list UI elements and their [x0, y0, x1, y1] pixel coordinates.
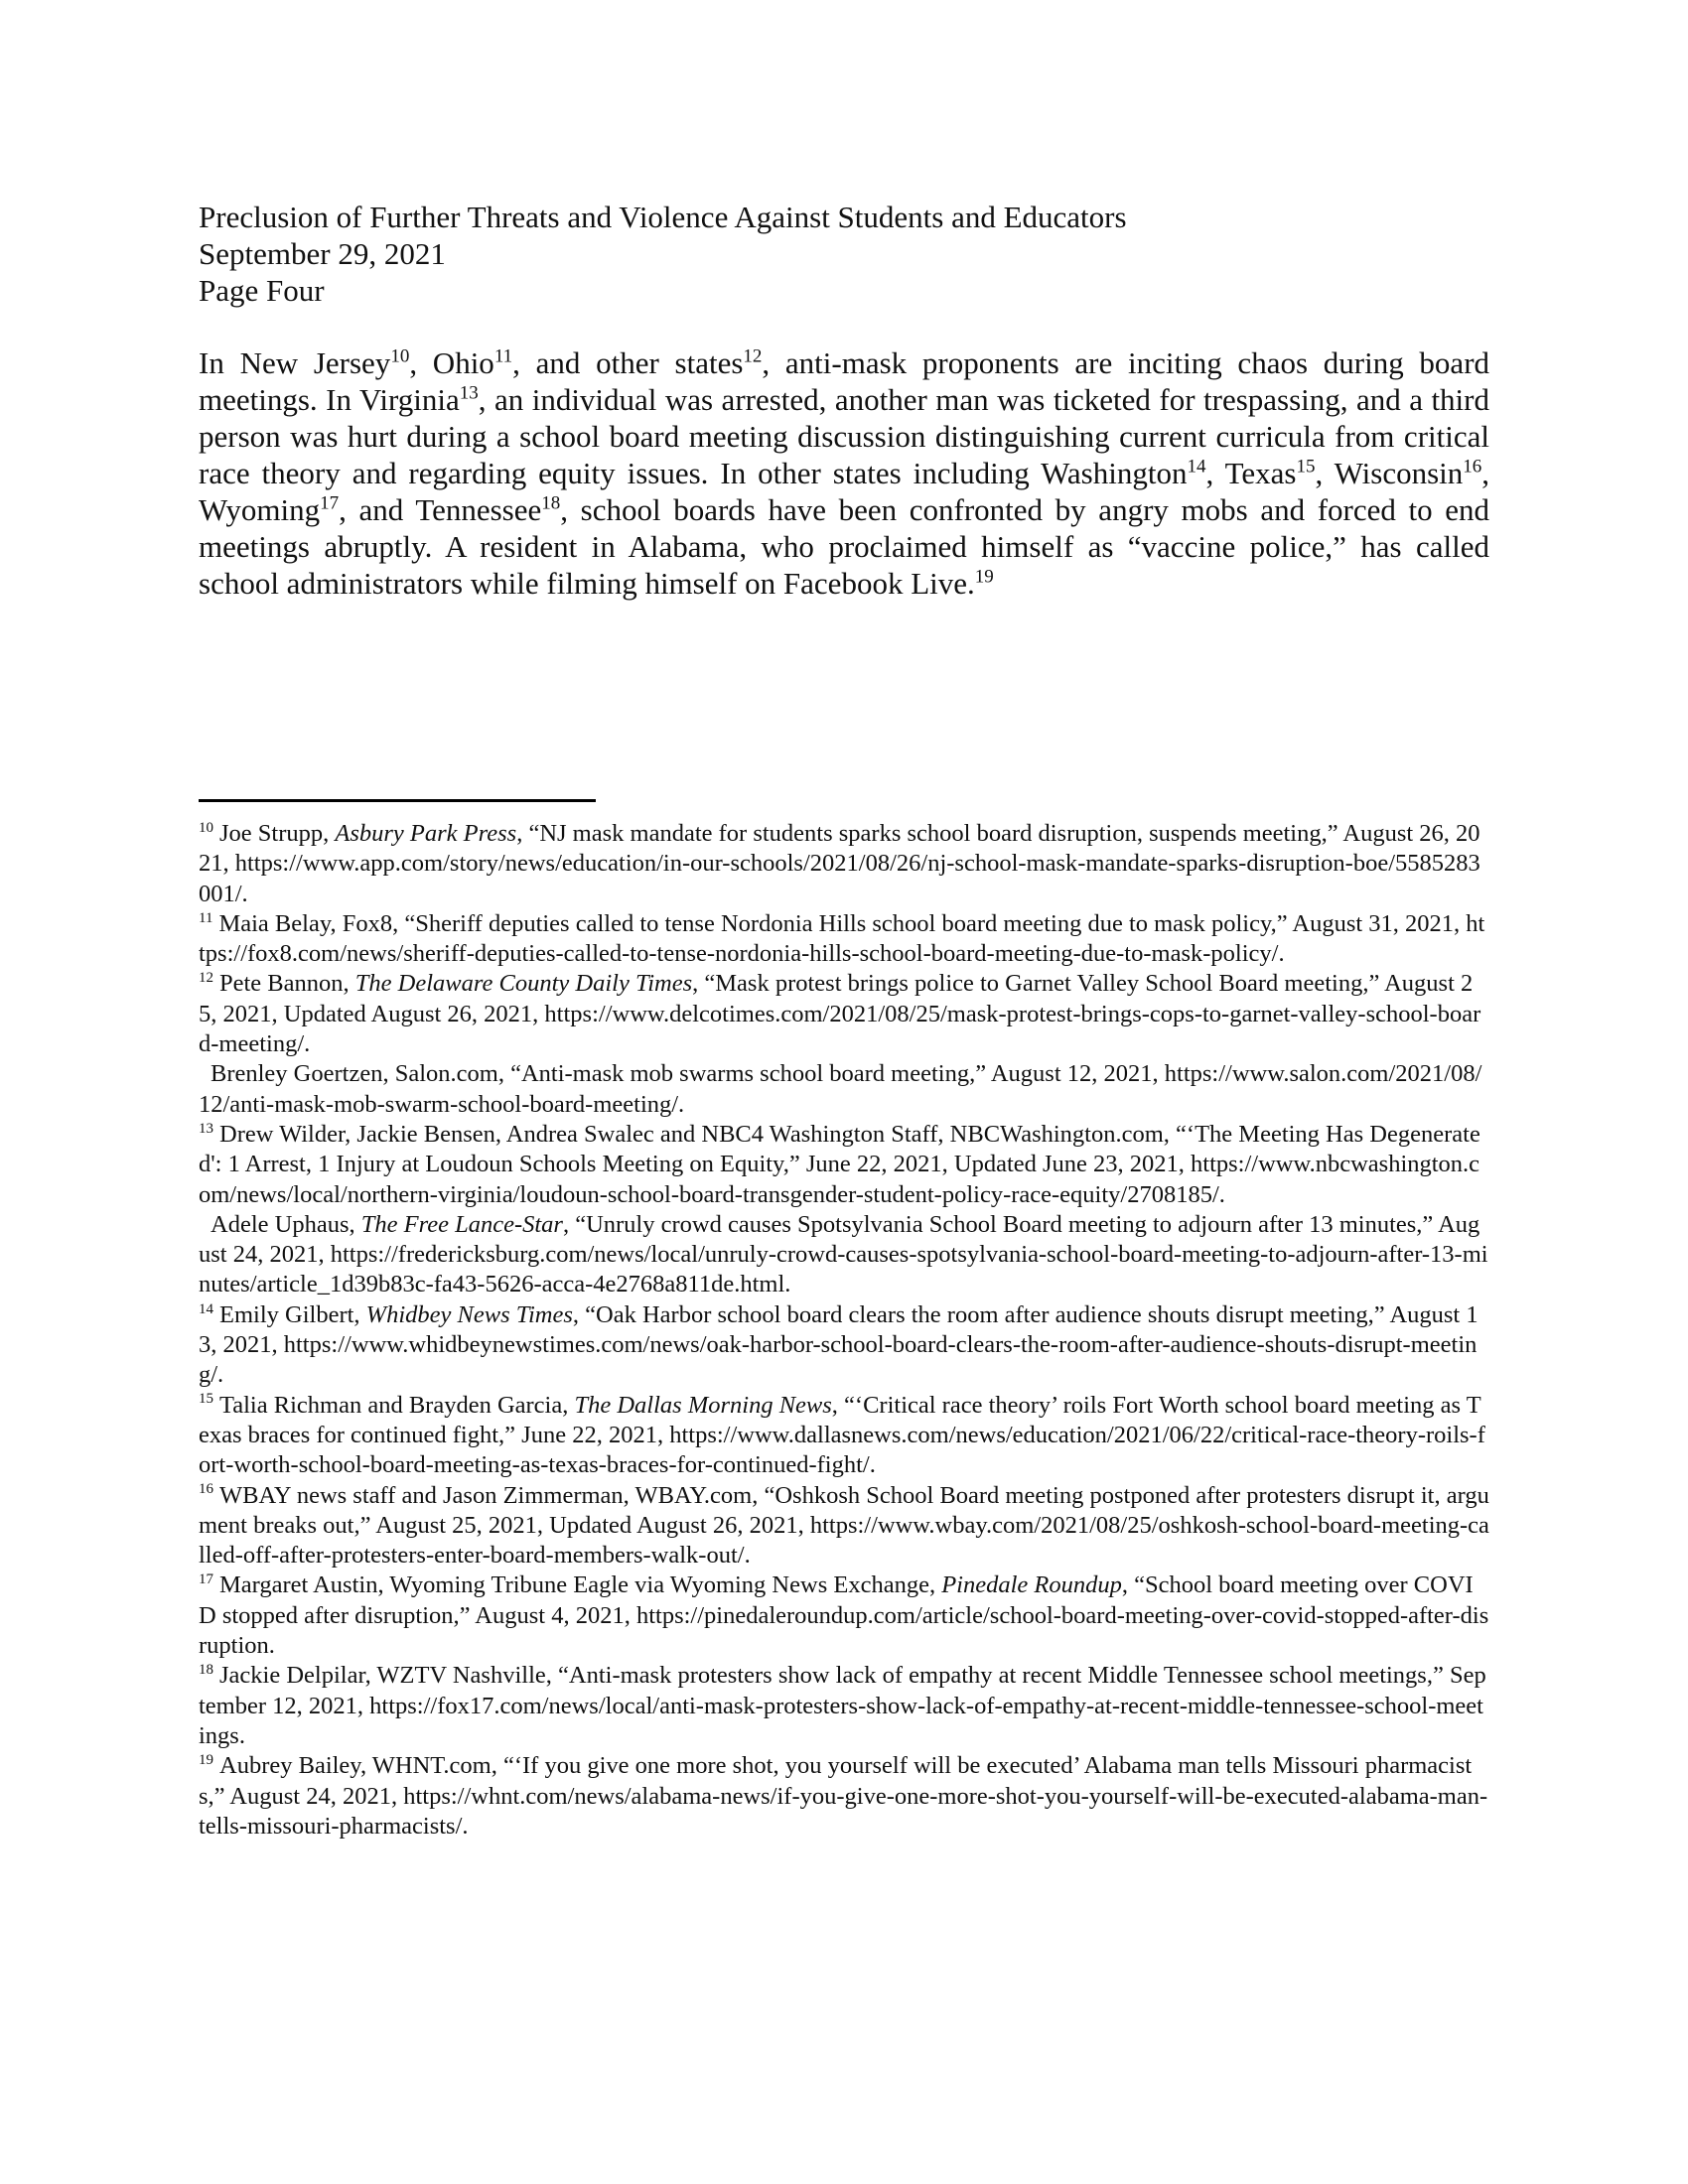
footnote-citation: , “Mask protest brings police to Garnet Valley School Board meeting,” August 25, 2021, Updated August 26, 2021, https://www.delcotimes.com/2021/08/25/mask-protest-brings-cops-to-garnet-valley-school-board-meeting/. — [199, 970, 1481, 1058]
footnote-citation: , “NJ mask mandate for students sparks school board disruption, suspends meeting,” August 26, 2021, https://www.app.com/story/news/education/in-our-schools/2021/08/26/nj-school-mask-mandate-sparks-disruption-boe/5585283001/. — [199, 820, 1480, 907]
body-text: , Texas — [1205, 456, 1297, 490]
footnote-number: 10 — [199, 819, 213, 836]
footnote-ref-11[interactable]: 11 — [493, 345, 513, 367]
footnote-text: Joe Strupp, — [219, 820, 336, 847]
footnote-text: Pete Bannon, — [219, 970, 355, 998]
body-text: , school boards have been confronted by angry mobs and forced to end meetings abruptly. A resident in Alabama, who proclaimed himself as “vaccine police,” has called school administrators while filming himself on Facebook Live. — [199, 492, 1489, 601]
body-text: , an individual was arrested, another man was ticketed for trespassing, and a third person was hurt during a school board meeting discussion distinguishing current curricula from critical race theory and regarding equity issues. In other states including Washington — [199, 382, 1489, 490]
header-subject: Preclusion of Further Threats and Violence Against Students and Educators — [199, 200, 1127, 234]
footnote-number: 14 — [199, 1300, 213, 1317]
footnote-text: Emily Gilbert, — [219, 1300, 366, 1328]
footnote-12-continued — [199, 1059, 1489, 1120]
footnote-10 — [199, 819, 1489, 909]
footnote-ref-17[interactable]: 17 — [320, 492, 340, 514]
footnote-ref-10[interactable]: 10 — [390, 345, 410, 367]
footnote-number: 17 — [199, 1571, 213, 1588]
footnote-15 — [199, 1391, 1489, 1481]
footnote-publication: Whidbey News Times — [365, 1300, 573, 1328]
footnote-citation: WBAY news staff and Jason Zimmerman, WBAY.com, “Oshkosh School Board meeting postponed after protesters disrupt it, argument breaks out,” August 25, 2021, Updated August 26, 2021, https://www.wbay.com/2021/08/25/oshkosh-school-board-meeting-called-off-after-protesters-enter-board-members-walk-out/. — [199, 1481, 1489, 1570]
footnote-citation: Brenley Goertzen, Salon.com, “Anti-mask mob swarms school board meeting,” August 12, 2021, https://www.salon.com/2021/08/12/anti-mask-mob-swarm-school-board-meeting/. — [199, 1060, 1482, 1118]
footnote-number: 15 — [199, 1391, 213, 1408]
footnote-11 — [199, 909, 1489, 970]
footnotes — [199, 819, 1489, 1842]
body-paragraph — [199, 344, 1489, 602]
footnote-citation: Jackie Delpilar, WZTV Nashville, “Anti-mask protesters show lack of empathy at recent Middle Tennessee school meetings,” September 12, 2021, https://fox17.com/news/local/anti-mask-protesters-show-lack-of-empathy-at-recent-middle-tennessee-school-meetings. — [199, 1662, 1486, 1749]
footnote-citation: , “School board meeting over COVID stopped after disruption,” August 4, 2021, https://pinedaleroundup.com/article/school-board-meeting-over-covid-stopped-after-disruption. — [199, 1571, 1489, 1660]
body-text: In New Jersey — [199, 345, 391, 380]
footnote-ref-13[interactable]: 13 — [459, 382, 479, 404]
letter-header — [199, 199, 1127, 309]
footnote-number: 18 — [199, 1662, 213, 1679]
footnote-citation: , “Unruly crowd causes Spotsylvania School Board meeting to adjourn after 13 minutes,” August 24, 2021, https://fredericksburg.com/news/local/unruly-crowd-causes-spotsylvania-school-board-meeting-to-adjourn-after-13-minutes/article_1d39b83c-fa43-5626-acca-4e2768a811de.html. — [199, 1210, 1488, 1298]
footnote-publication: Pinedale Roundup — [941, 1571, 1122, 1599]
body-text: , and other states — [512, 345, 744, 380]
footnote-text: Adele Uphaus, — [211, 1210, 361, 1238]
body-text: , anti-mask proponents are inciting chaos during board meetings. In Virginia — [199, 345, 1490, 417]
footnote-ref-18[interactable]: 18 — [541, 492, 561, 514]
footnote-12 — [199, 969, 1489, 1059]
footnote-ref-16[interactable]: 16 — [1463, 456, 1482, 478]
footnote-13-continued — [199, 1210, 1489, 1300]
footnote-publication: The Dallas Morning News — [574, 1391, 832, 1419]
footnote-16 — [199, 1481, 1489, 1571]
body-text: , Wisconsin — [1315, 456, 1464, 490]
footnote-17 — [199, 1570, 1489, 1661]
footnote-19 — [199, 1751, 1489, 1842]
footnote-publication: Asbury Park Press — [335, 820, 517, 847]
footnote-citation: Maia Belay, Fox8, “Sheriff deputies called to tense Nordonia Hills school board meeting due to mask policy,” August 31, 2021, https://fox8.com/news/sheriff-deputies-called-to-tense-nordonia-hills-school-board-meeting-due-to-mask-policy/. — [199, 909, 1485, 968]
footnote-citation: Drew Wilder, Jackie Bensen, Andrea Swalec and NBC4 Washington Staff, NBCWashington.com, “‘The Meeting Has Degenerated': 1 Arrest, 1 Injury at Loudoun Schools Meeting on Equity,” June 22, 2021, Updated June 23, 2021, https://www.nbcwashington.com/news/local/northern-virginia/loudoun-school-board-transgender-student-policy-race-equity/2708185/. — [199, 1120, 1480, 1208]
body-text: , and Tennessee — [339, 492, 542, 527]
footnote-number: 19 — [199, 1752, 213, 1769]
body-text: , Wyoming — [199, 456, 1490, 527]
footnote-text: Talia Richman and Brayden Garcia, — [219, 1391, 575, 1419]
footnote-separator — [199, 799, 596, 802]
header-date: September 29, 2021 — [199, 236, 446, 271]
footnote-ref-12[interactable]: 12 — [743, 345, 763, 367]
footnote-text: Margaret Austin, Wyoming Tribune Eagle via Wyoming News Exchange, — [219, 1571, 942, 1599]
body-text: , Ohio — [409, 345, 494, 380]
footnote-number: 13 — [199, 1120, 213, 1137]
footnote-14 — [199, 1300, 1489, 1391]
footnote-publication: The Delaware County Daily Times — [354, 970, 693, 998]
footnote-publication: The Free Lance-Star — [360, 1210, 563, 1238]
footnote-citation: , “Oak Harbor school board clears the room after audience shouts disrupt meeting,” August 13, 2021, https://www.whidbeynewstimes.com/news/oak-harbor-school-board-clears-the-room-after-audience-shouts-disrupt-meeting/. — [199, 1300, 1478, 1389]
footnote-ref-14[interactable]: 14 — [1187, 456, 1206, 478]
footnote-ref-19[interactable]: 19 — [974, 566, 994, 588]
footnote-number: 16 — [199, 1481, 213, 1498]
footnote-18 — [199, 1661, 1489, 1751]
footnote-citation: Aubrey Bailey, WHNT.com, “‘If you give one more shot, you yourself will be executed’ Alabama man tells Missouri pharmacists,” August 24, 2021, https://whnt.com/news/alabama-news/if-you-give-one-more-shot-you-yourself-will-be-executed-alabama-man-tells-missouri-pharmacists/. — [199, 1752, 1488, 1840]
footnote-number: 12 — [199, 970, 213, 987]
header-page-number: Page Four — [199, 273, 325, 308]
footnote-ref-15[interactable]: 15 — [1296, 456, 1316, 478]
footnote-citation: , “‘Critical race theory’ roils Fort Worth school board meeting as Texas braces for continued fight,” June 22, 2021, https://www.dallasnews.com/news/education/2021/06/22/critical-race-theory-roils-fort-worth-school-board-meeting-as-texas-braces-for-continued-fight/. — [199, 1391, 1485, 1479]
footnote-number: 11 — [199, 909, 213, 926]
footnote-13 — [199, 1120, 1489, 1210]
